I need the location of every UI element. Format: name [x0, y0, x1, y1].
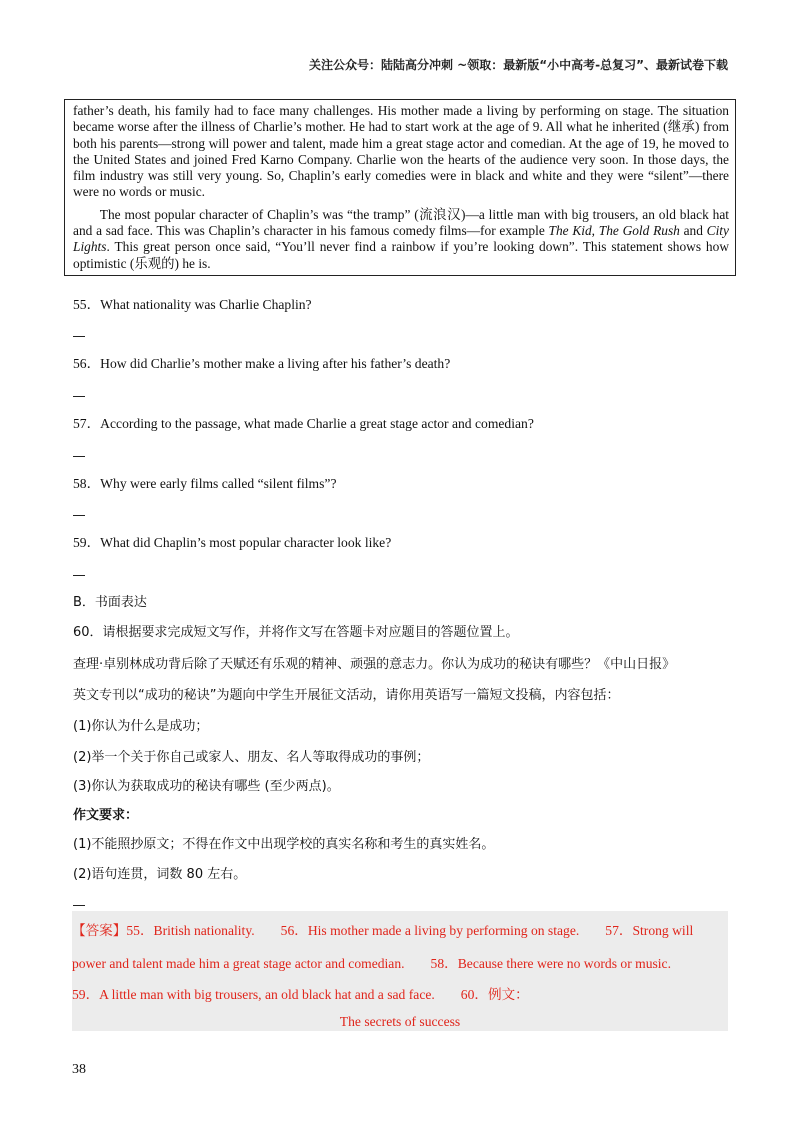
writing-requirement-2: (2)语句连贯，词数 80 左右。 [73, 867, 247, 882]
passage-paragraph-1: father’s death, his family had to face many challenges. His mother made a living by performing on stage. The situation became worse after the illness of Charlie’s mother. He had to start work at the age of 9. All what he inherited (继承) from both his parents—strong will power and talent, made him a great stage actor and comedian. At the age of 19, he moved to the United States and joined Fred Karno Company. Charlie won the hearts of the audience very soon. In those days, the film industry was still very young. So, Chaplin’s early comedies were in black and white and they were “silent”—there were no words or music. [73, 103, 729, 200]
page-header: 关注公众号：陆陆高分冲刺 ~领取：最新版“小中高考-总复习”、最新试卷下载 [309, 58, 728, 72]
reading-passage-box [64, 99, 736, 276]
film-title-the-gold-rush: The Gold Rush [598, 223, 680, 239]
answer-line-2 [72, 952, 671, 972]
answer-blank-56[interactable] [73, 396, 85, 397]
answer-blank-55[interactable] [73, 336, 85, 337]
passage-paragraph-2 [73, 207, 729, 272]
answer-55: 55．British nationality. [126, 923, 255, 938]
writing-content-item-1: (1)你认为什么是成功； [73, 719, 209, 734]
question-60: 60．请根据要求完成短文写作，并将作文写在答题卡对应题目的答题位置上。 [73, 625, 519, 640]
writing-requirements-title: 作文要求： [73, 808, 139, 823]
question-59: 59．What did Chaplin’s most popular character look like? [73, 535, 392, 550]
question-56: 56．How did Charlie’s mother make a living after his father’s death? [73, 356, 451, 371]
answer-blank-59[interactable] [73, 575, 85, 576]
answer-57-part-1: 57．Strong will [605, 923, 694, 938]
writing-content-item-3: (3)你认为获取成功的秘诀有哪些 (至少两点)。 [73, 779, 340, 794]
answer-label: 【答案】 [72, 923, 127, 938]
answer-blank-58[interactable] [73, 515, 85, 516]
section-b-title: B．书面表达 [73, 595, 147, 610]
passage-p2-sep1: , [591, 223, 599, 239]
passage-p2-text-a: The most popular character of Chaplin’s was “the tramp” (流浪汉)—a little man with big trousers, an old black hat and a sad face. This was Chaplin’s character in his famous comedy films—for example [73, 206, 729, 239]
writing-requirement-1: (1)不能照抄原文；不得在作文中出现学校的真实名称和考生的真实姓名。 [73, 837, 495, 852]
answer-blank-57[interactable] [73, 456, 85, 457]
question-58: 58．Why were early films called “silent films”? [73, 476, 337, 491]
passage-p2-text-b: . This great person once said, “You’ll never find a rainbow if you’re looking down”. This statement shows how optimistic (乐观的) he is. [73, 239, 729, 271]
answer-line-1 [72, 919, 693, 939]
question-57: 57．According to the passage, what made Charlie a great stage actor and comedian? [73, 416, 534, 431]
passage-p2-sep2: and [679, 223, 707, 239]
film-title-city-lights: City Lights [73, 223, 729, 255]
answer-60: 60．例文： [460, 987, 529, 1002]
answer-57-part-2: power and talent made him a great stage actor and comedian. [72, 956, 405, 971]
answer-59: 59．A little man with big trousers, an old black hat and a sad face. [72, 987, 435, 1002]
essay-title: The secrets of success [339, 1014, 461, 1029]
answer-56: 56．His mother made a living by performing on stage. [280, 923, 580, 938]
writing-answer-blank[interactable] [73, 905, 85, 906]
film-title-the-kid: The Kid [548, 223, 592, 239]
question-55: 55．What nationality was Charlie Chaplin? [73, 297, 312, 312]
page-number: 38 [72, 1062, 86, 1077]
answer-58: 58．Because there were no words or music. [430, 956, 671, 971]
writing-content-item-2: (2)举一个关于你自己或家人、朋友、名人等取得成功的事例； [73, 750, 430, 765]
answer-key-box [72, 911, 728, 1031]
writing-intro-line-2: 英文专刊以“成功的秘诀”为题向中学生开展征文活动，请你用英语写一篇短文投稿，内容包括： [73, 688, 620, 703]
writing-intro-line-1: 查理·卓别林成功背后除了天赋还有乐观的精神、顽强的意志力。你认为成功的秘诀有哪些？《中山日报》 [73, 657, 676, 672]
answer-line-3 [72, 983, 529, 1003]
